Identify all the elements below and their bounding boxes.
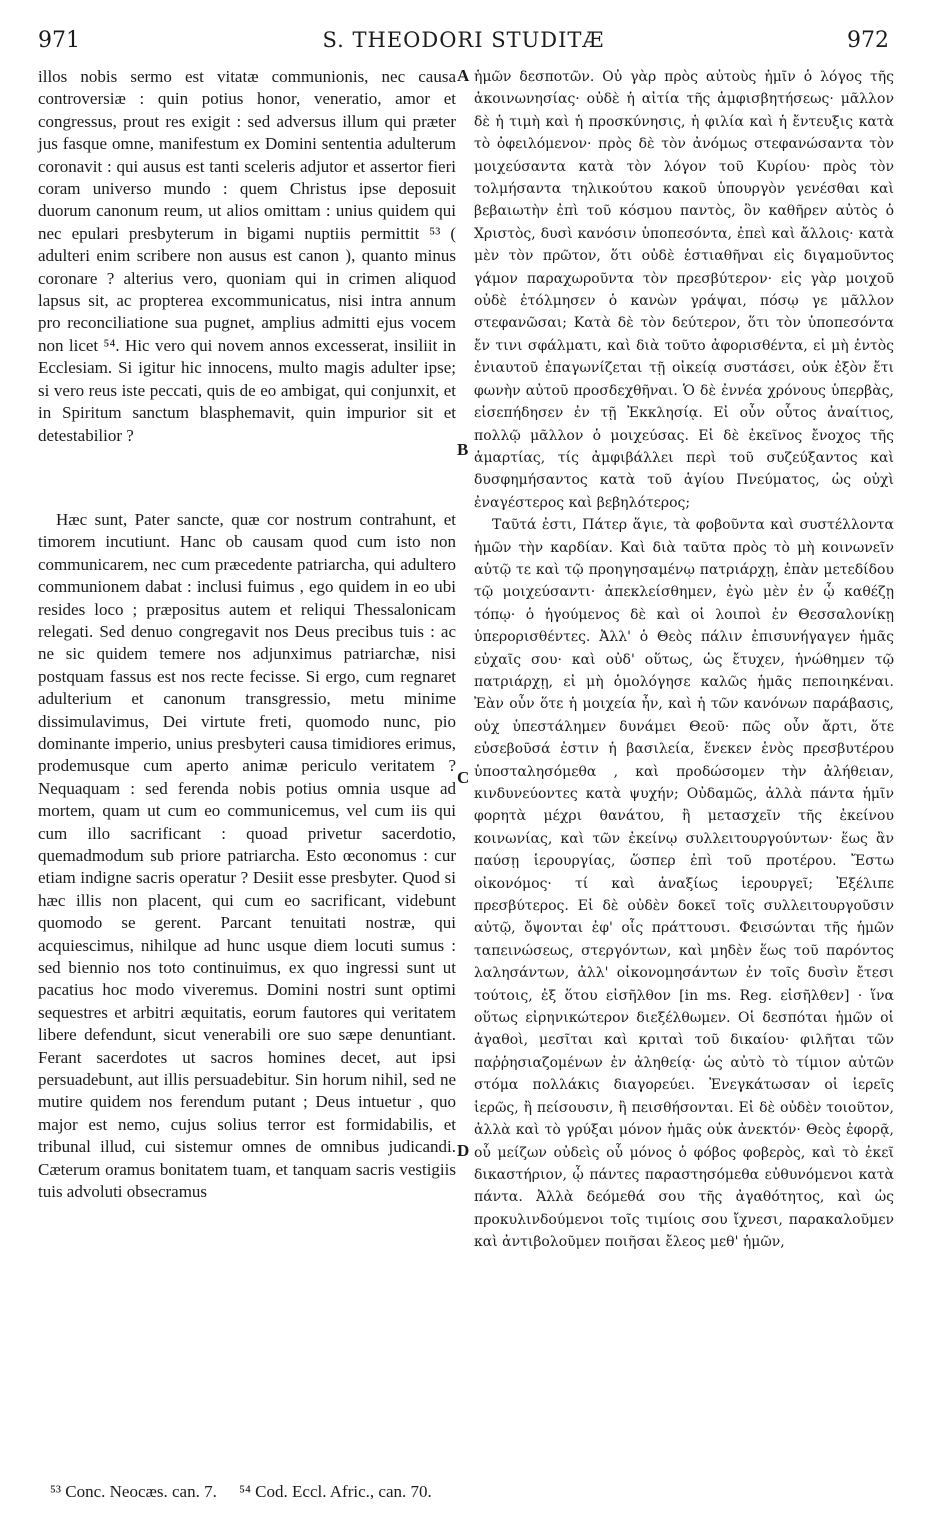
- greek-column: [474, 66, 894, 1254]
- running-title: S. THEODORI STUDITÆ: [322, 28, 605, 52]
- footnotes: [50, 1482, 890, 1502]
- page-header: [0, 28, 927, 62]
- page-number-right: 972: [847, 28, 889, 53]
- margin-marker-a: A: [457, 66, 470, 85]
- footnote-53: ⁵³ Conc. Neocæs. can. 7.: [50, 1482, 217, 1501]
- margin-marker-d: D: [457, 1141, 470, 1160]
- latin-paragraph-1: illos nobis sermo est vitatæ communionis, nec causa controversiæ : quin potius honor, veneratio, amor et congressus, prout res exigit : sed adversus illum qui præter jus fasque omne, manifestum ex Domini sententia adulterum coronavit : qui ausus est tanti sceleris adjutor et assertor fieri coram universo mundo : quem Christus ipse deposuit duorum canonum reum, ut alios omittam : unius quidem qui nec epulari presbyterum in bigami nuptiis permittit ⁵³ ( adulteri enim scribere non ausus est canon ), quanto minus coronare ? alterius vero, quoniam qui in crimen aliquod lapsus sit, ac propterea excommunicatus, nisi intra annum pro reconciliatione sua pugnet, amplius admitti ejus vocem non licet ⁵⁴. Hic vero qui novem annos excesserat, insiliit in Ecclesiam. Si igitur hic innocens, multo magis adulter ipse; si vero reus iste peccati, quis de eo ambigat, qui conjunxit, et in Spiritum sanctum blasphemavit, quin impurior sit et detestabilior ?: [38, 67, 456, 445]
- page-number-left: 971: [38, 28, 80, 53]
- latin-column: [38, 66, 456, 1204]
- latin-paragraph-2: Hæc sunt, Pater sancte, quæ cor nostrum contrahunt, et timorem incutiunt. Hanc ob causam quod cum isto non communicarem, nec cum præcedente patriarcha, qui adultero communionem dabat : inclusi fuimus , ego quidem in eo ubi resides loco ; præpositus autem et reliqui Thessalonicam relegati. Sed denuo congregavit nos Deus precibus tuis : ac ne sic quidem temere nos adjunximus patriarchæ, nisi postquam fassus est nos recte fecisse. Si ergo, cum regnaret adulterium et canonum transgressio, metu minime dissimulavimus, Dei virtute freti, quomodo nunc, pio dominante imperio, unius presbyteri causa timidiores erimus, prodemusque cum aperto animæ periculo veritatem ? Nequaquam : sed ferenda nobis potius omnia usque ad mortem, quam ut cum eo communicemus, vel cum iis qui cum illo sacrificant : quoad privetur sacerdotio, quemadmodum sub priore patriarcha. Esto œconomus : cur etiam indigne sacris operatur ? Desiit esse presbyter. Quod si hæc illis non placent, qui cum eo sacrificant, videbunt quomodo se gerent. Parcant tenuitati nostræ, qui acquiescimus, nihilque ad hunc usque diem locuti sumus : sed biennio nos toto continuimus, ex quo ingressi sunt ut pacatius hoc modo viveremus. Domini nostri sunt optimi sequestres et arbitri æquitatis, eorum fautores qui veritatem libere defendunt, sicut venerabili ore suo sæpe denuntiant. Ferant sacerdotes ut sacros homines decet, aut ipsi persuadebunt, aut illis persuadebitur. Sin horum nihil, sed ne mutire quidem nos ferendum putant ; Deus intuetur , quo major est nemo, cujus solius terror est formidabilis, et tribunal illud, cui sistemur omnes de omnibus judicandi. Cæterum oramus bonitatem tuam, et tanquam sacris vestigiis tuis advoluti obsecramus: [38, 509, 456, 1202]
- footnote-54: ⁵⁴ Cod. Eccl. Afric., can. 70.: [239, 1482, 432, 1501]
- margin-marker-b: B: [457, 440, 469, 459]
- margin-marker-c: C: [457, 768, 470, 787]
- greek-paragraph-1: ἡμῶν δεσποτῶν. Οὐ γὰρ πρὸς αὐτοὺς ἡμῖν ὁ λόγος τῆς ἀκοινωνησίας· οὐδὲ ἡ αἰτία τῆς ἀμφισβητήσεως· μᾶλλον δὲ ἡ τιμὴ καὶ ἡ προσκύνησις, ἡ φιλία καὶ ἡ ἔντευξις κατὰ τὸ ὀφειλόμενον· πρὸς δὲ τὸν ἀνόμως στεφανώσαντα τὸν μοιχεύσαντα κατὰ τὸν λόγον τοῦ Κυρίου· πρὸς τὸν τολμήσαντα τηλικούτου κακοῦ ὑπουργὸν γενέσθαι καὶ βεβαιωτὴν ἐπὶ τοῦ κόσμου παντὸς, ὃν καθῆρεν αὐτὸς ὁ Χριστὸς, δυσὶ κανόσιν ὑποπεσόντα, ἐπεὶ καὶ ἄλλοις· κατὰ μὲν τὸν πρῶτον, ὅτι οὐδὲ ἑστιαθῆναι εἰς διγαμοῦντος γάμον παραχωροῦντα τὸν πρεσβύτερον· εἰς γὰρ μοιχοῦ οὐδὲ ἐτόλμησεν ὁ κανὼν γράψαι, πόσῳ γε μᾶλλον στεφανῶσαι; Κατὰ δὲ τὸν δεύτερον, ὅτι τὸν ὑποπεσόντα ἔν τινι σφάλματι, καὶ διὰ τοῦτο ἀφορισθέντα, εἰ μὴ ἐντὸς ἐνιαυτοῦ ἐπαγωνίζεται τῇ οἰκείᾳ συστάσει, οὐκ ἐξὸν ἔτι φωνὴν αὐτοῦ προσδεχθῆναι. Ὁ δὲ ἐννέα χρόνους ὑπερβὰς, εἰσεπήδησεν ἐν τῇ Ἐκκλησίᾳ. Εἰ οὖν οὗτος ἀναίτιος, πολλῷ μᾶλλον ὁ μοιχεύσας. Εἰ δὲ ἐκεῖνος ἔνοχος τῆς ἁμαρτίας, τίς ἀμφιβάλλει περὶ τοῦ συζεύξαντος καὶ δυσφημήσαντος κατὰ τοῦ ἁγίου Πνεύματος, ὡς οὐχὶ ἐναγέστερος καὶ βεβηλότερος;: [474, 69, 894, 511]
- greek-paragraph-2: Ταῦτά ἐστι, Πάτερ ἅγιε, τὰ φοβοῦντα καὶ συστέλλοντα ἡμῶν τὴν καρδίαν. Καὶ διὰ ταῦτα πρὸς τὸ μὴ κοινωνεῖν αὐτῷ τε καὶ τῷ προηγησαμένῳ πατριάρχῃ, ἐπὰν μετεδίδου τῷ μοιχεύσαντι· ἀπεκλείσθημεν, ἐγὼ μὲν ἐν ᾧ καθέζῃ τόπῳ· ὁ ἡγούμενος δὲ καὶ οἱ λοιποὶ ἐν Θεσσαλονίκῃ ὑπερορισθέντες. Ἀλλ' ὁ Θεὸς πάλιν ἐπισυνήγαγεν ἡμᾶς εὐχαῖς σου· καὶ οὐδ' οὕτως, ὡς ἔτυχεν, ἡνώθημεν τῷ πατριάρχῃ, εἰ μὴ ὁμολόγησε καλῶς ἡμᾶς πεποιηκέναι. Ἐὰν οὖν ὅτε ἡ μοιχεία ἦν, καὶ ἡ τῶν κανόνων παράβασις, οὐχ ὑπεστάλημεν δυνάμει Θεοῦ· πῶς οὖν ἄρτι, ὅτε εὐσεβοῦσά ἐστιν ἡ βασιλεία, ἕνεκεν ἑνὸς πρεσβυτέρου ὑποσταλησόμεθα , καὶ προδώσομεν τὴν ἀλήθειαν, κινδυνεύοντες κατὰ ψυχήν; Οὐδαμῶς, ἀλλὰ πάντα ἡμῖν φορητὰ μέχρι θανάτου, ἢ μετασχεῖν τῆς ἐκείνου κοινωνίας, καὶ τῶν ἐκείνῳ συλλειτουργούντων· ἕως ἂν παύσῃ ἱερουργίας, ὥσπερ ἐπὶ τοῦ προτέρου. Ἔστω οἰκονόμος· τί καὶ ἀναξίως ἱερουργεῖ; Ἐξέλιπε πρεσβύτερος. Εἰ δὲ οὐδὲν δοκεῖ τοῖς συλλειτουργοῦσιν αὐτῷ, ὄψονται ἐφ' οἷς πράττουσι. Φεισώνται τῆς ἡμῶν ταπεινώσεως, στεργόντων, καὶ μηδὲν ἕως τοῦ παρόντος λαλησάντων, ἀλλ' οἰκονομησάντων ἐν τοῖς δυσὶν ἔτεσι τούτοις, ἐξ ὅτου εἰσῆλθον [in ms. Reg. εἰσῆλθεν] · ἵνα οὕτως εἰρηνικώτερον διεξέλθωμεν. Οἱ δεσπόται ἡμῶν οἱ ἀγαθοὶ, μεσῖται καὶ κριταὶ τοῦ δικαίου· φιλῆται τῶν παῤῥησιαζομένων ἐν ἀληθείᾳ· ὡς αὐτὸ τὸ τίμιον αὐτῶν στόμα πολλάκις διαγορεύει. Ἐνεγκάτωσαν οἱ ἱερεῖς ἱερῶς, ἢ πείσουσιν, ἢ πεισθήσονται. Εἰ δὲ οὐδὲν τοιοῦτον, ἀλλὰ καὶ τὸ γρύξαι μόνον ἡμᾶς οὐκ ἀνεκτόν· Θεὸς ἐφορᾷ, οὗ μείζων οὐδεὶς οὗ μόνος ὁ φόβος φοβερὸς, καὶ τὸ ἐκεῖ δικαστήριον, ᾧ πάντες παραστησόμεθα εὐθυνόμενοι κατὰ πάντα. Ἀλλὰ δεόμεθά σου τῆς ἀγαθότητος, καὶ ὡς προκυλινδούμενοι τοῖς τιμίοις σου ἴχνεσι, παρακαλοῦμεν καὶ ἀντιβολοῦμεν ποιῆσαι ἔλεος μεθ' ἡμῶν,: [474, 517, 894, 1251]
- latin-paragraph-gap: [38, 447, 456, 509]
